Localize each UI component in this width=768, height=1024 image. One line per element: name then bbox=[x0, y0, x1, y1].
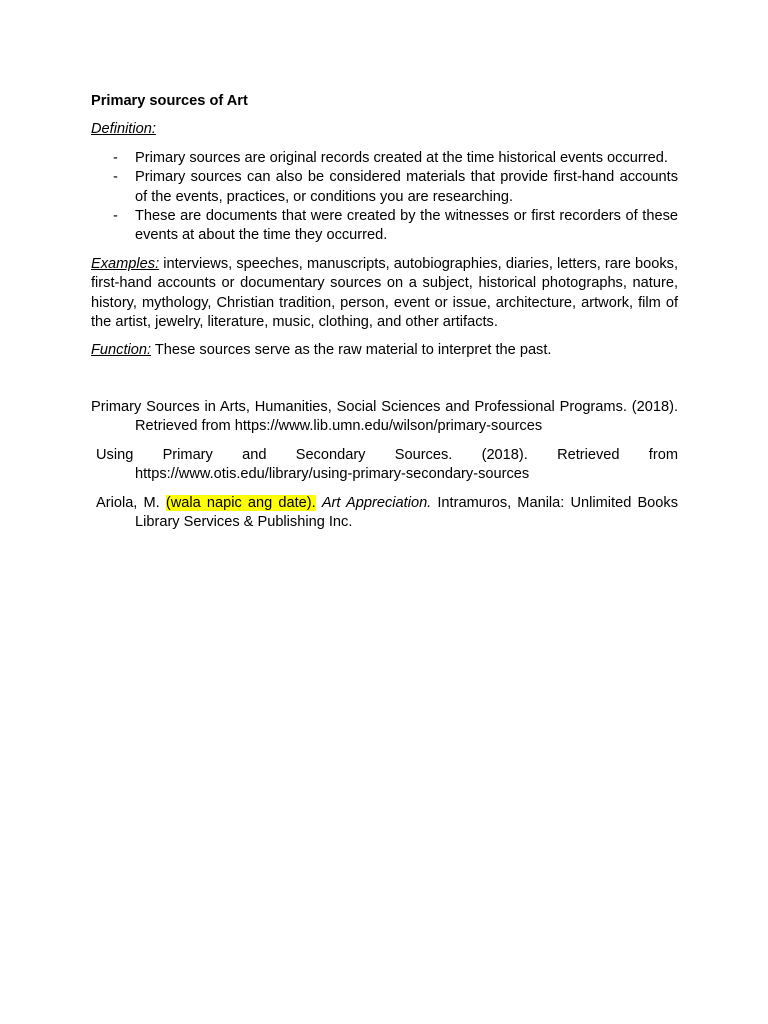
reference-text: Using Primary and Secondary Sources. (2018). Retrieved from https://www.otis.edu/library/using-primary-secondary-sources bbox=[96, 446, 678, 483]
definition-text: Primary sources can also be considered materials that provide first-hand accounts of the events, practices, or conditions you are researching. bbox=[135, 169, 678, 205]
definition-text: These are documents that were created by the witnesses or first recorders of these events at about the time they occurred. bbox=[135, 208, 678, 244]
reference-item bbox=[91, 398, 678, 437]
reference-book-title: Art Appreciation. bbox=[321, 494, 432, 511]
examples-label: Examples: bbox=[91, 255, 160, 272]
document-title: Primary sources of Art bbox=[91, 93, 248, 109]
reference-publisher: Intramuros, Manila: Unlimited Books Library Services & Publishing Inc. bbox=[135, 494, 678, 530]
function-paragraph bbox=[91, 341, 678, 360]
bullet-dash: - bbox=[113, 149, 118, 166]
reference-item bbox=[96, 494, 678, 533]
references-list bbox=[91, 398, 678, 532]
definition-text: Primary sources are original records created at the time historical events occurred. bbox=[135, 149, 668, 166]
definition-list bbox=[91, 149, 678, 246]
bullet-dash: - bbox=[113, 169, 118, 186]
bullet-dash: - bbox=[113, 208, 118, 225]
reference-author: Ariola, M. bbox=[96, 494, 166, 511]
definition-label: Definition: bbox=[91, 121, 156, 138]
reference-item bbox=[96, 446, 678, 485]
definition-item bbox=[91, 149, 678, 168]
definition-item bbox=[91, 168, 678, 207]
reference-text: Primary Sources in Arts, Humanities, Social Sciences and Professional Programs. (2018). Retrieved from https://www.lib.umn.edu/wilson/primary-sources bbox=[91, 398, 678, 435]
date-highlight: (wala napic ang date). bbox=[165, 494, 316, 511]
function-label: Function: bbox=[91, 342, 152, 359]
definition-item bbox=[91, 207, 678, 246]
document-body bbox=[91, 92, 678, 541]
function-text: These sources serve as the raw material to interpret the past. bbox=[151, 342, 552, 359]
examples-paragraph bbox=[91, 255, 678, 333]
examples-text: interviews, speeches, manuscripts, autobiographies, diaries, letters, rare books, first-hand accounts or documentary sources on a subject, historical photographs, nature, history, mythology, Christian tradition, person, event or issue, architecture, artwork, film of the artist, jewelry, literature, music, clothing, and other artifacts. bbox=[91, 255, 678, 331]
